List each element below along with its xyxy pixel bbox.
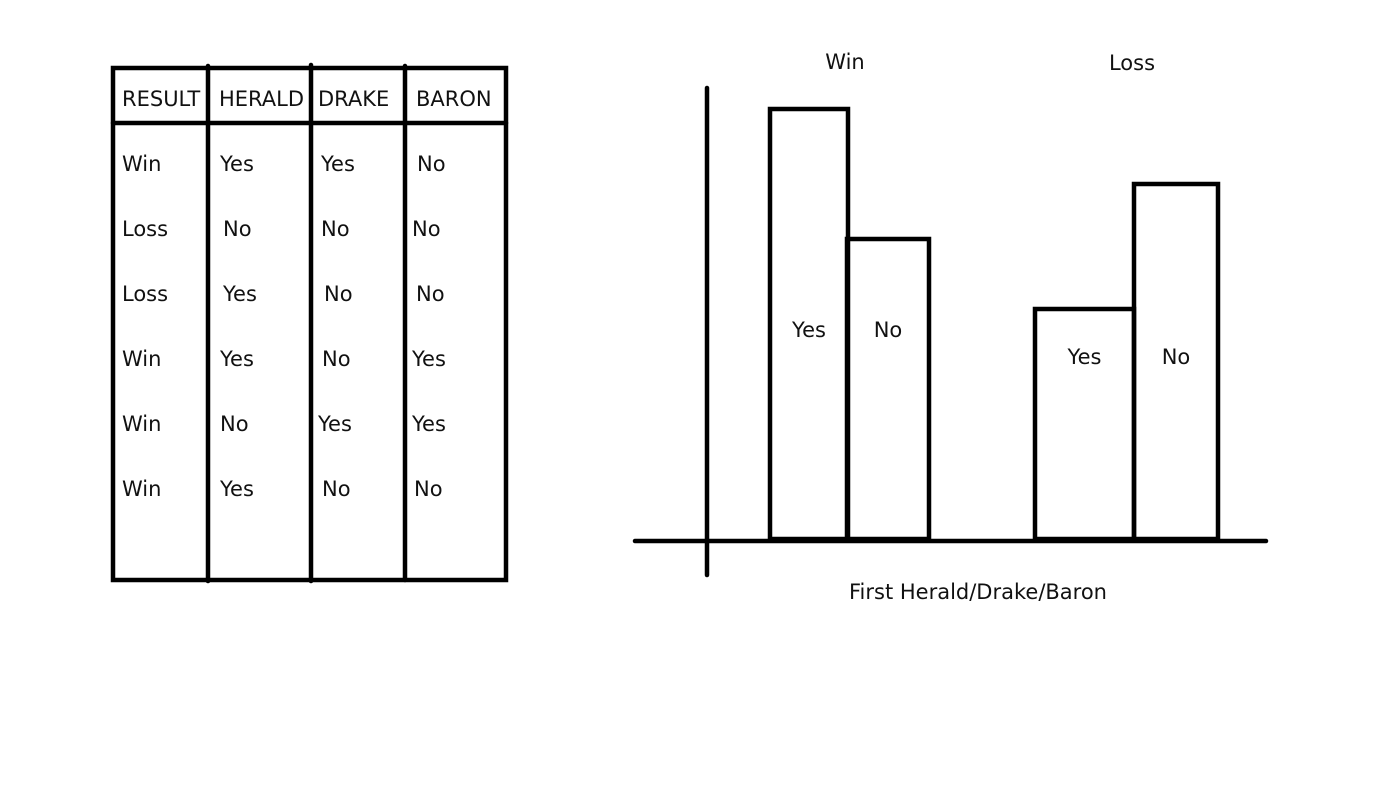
table-cell: No [416, 282, 445, 306]
group-label-loss: Loss [1108, 51, 1156, 75]
bar-label-win-yes: Yes [792, 318, 826, 342]
bar-loss-yes [1035, 309, 1134, 539]
table-cell: Yes [220, 347, 254, 371]
bar-label-win-no: No [873, 318, 903, 342]
bar-win-no [847, 239, 929, 539]
x-axis-label: First Herald/Drake/Baron [848, 580, 1108, 604]
table-cell: Win [122, 347, 162, 371]
table-header-drake: DRAKE [318, 87, 390, 111]
table-cell: No [412, 217, 441, 241]
table-cell: Yes [321, 152, 355, 176]
table-cell: Loss [122, 217, 169, 241]
table-cell: Yes [318, 412, 352, 436]
table-cell: Yes [220, 477, 254, 501]
table-cell: Yes [412, 412, 446, 436]
table-cell: Yes [220, 152, 254, 176]
table-cell: Loss [122, 282, 169, 306]
bars-layer [770, 109, 1218, 539]
table-cell: Win [122, 477, 162, 501]
table-cell: No [321, 217, 350, 241]
table-cell: Yes [412, 347, 446, 371]
table-cell: Win [122, 412, 162, 436]
table-cell: Win [122, 152, 162, 176]
group-label-win: Win [825, 50, 865, 74]
bar-label-loss-yes: Yes [1067, 345, 1102, 369]
table-cell: No [223, 217, 252, 241]
table-cell: Yes [223, 282, 257, 306]
table-cell: No [220, 412, 249, 436]
table-header-result: RESULT [122, 87, 201, 111]
table-header-baron: BARON [416, 87, 492, 111]
data-table [113, 65, 506, 581]
table-cell: No [414, 477, 443, 501]
bar-chart [635, 50, 1266, 604]
table-cell: No [324, 282, 353, 306]
table-cell: No [322, 477, 351, 501]
table-header-herald: HERALD [219, 87, 305, 111]
bar-label-loss-no: No [1161, 345, 1191, 369]
table-cell: No [417, 152, 446, 176]
table-cell: No [322, 347, 351, 371]
